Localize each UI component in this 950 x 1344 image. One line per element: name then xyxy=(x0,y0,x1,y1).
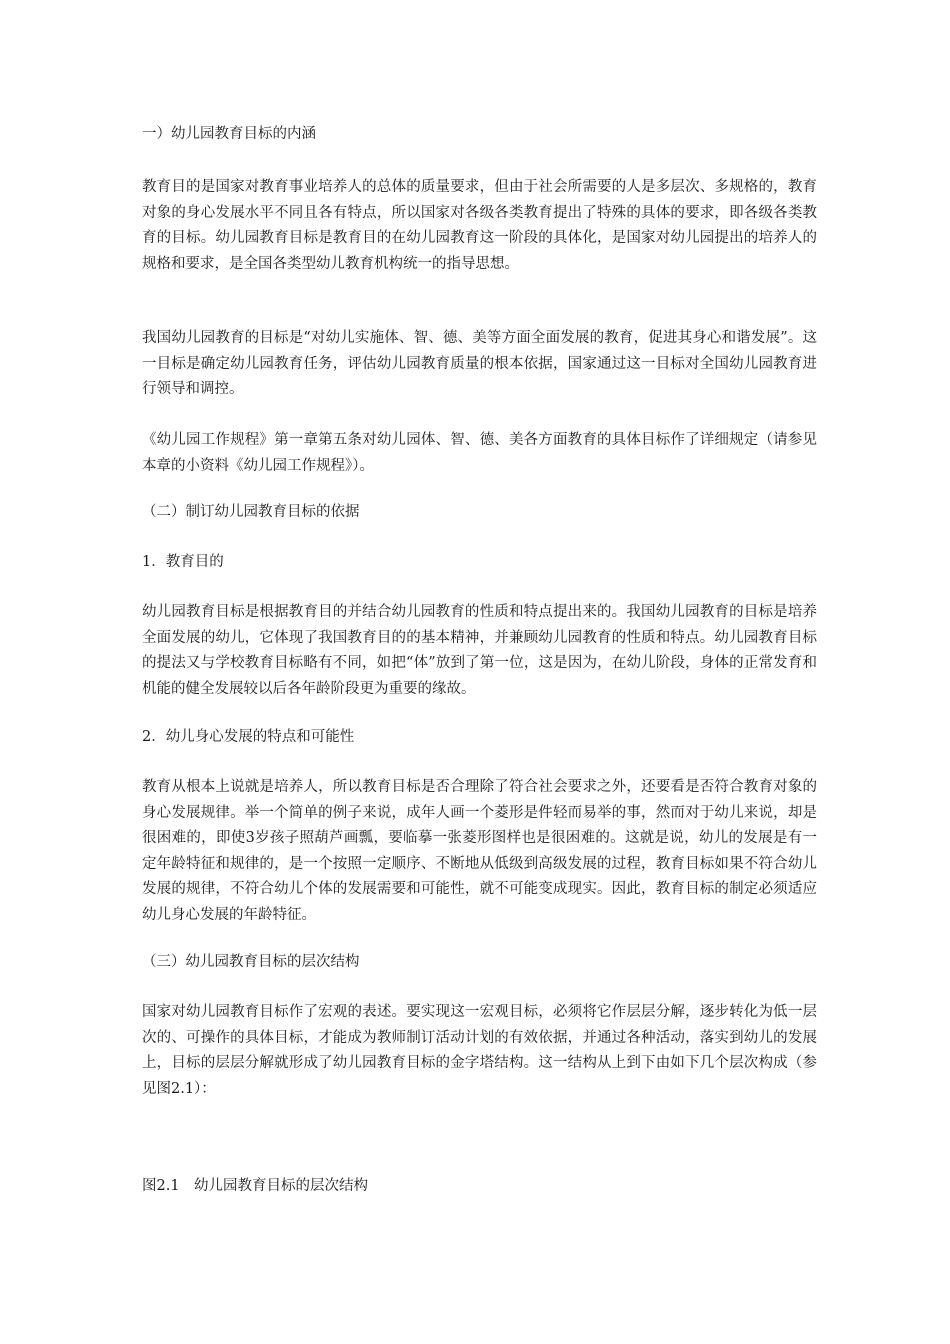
paragraph-5: 教育从根本上说就是培养人，所以教育目标是否合理除了符合社会要求之外，还要看是否符合教育对象的身心发展规律。举一个简单的例子来说，成年人画一个菱形是件轻而易举的事，然而对于幼儿来说，却是很困难的，即使3岁孩子照葫芦画瓢，要临摹一张菱形图样也是很困难的。这就是说，幼儿的发展是有一定年龄特征和规律的，是一个按照一定顺序、不断地从低级到高级发展的过程，教育目标如果不符合幼儿发展的规律，不符合幼儿个体的发展需要和可能性，就不可能变成现实。因此，教育目标的制定必须适应幼儿身心发展的年龄特征。 xyxy=(142,779,817,923)
paragraph-3: 《幼儿园工作规程》第一章第五条对幼儿园体、智、德、美各方面教育的具体目标作了详细规定（请参见本章的小资料《幼儿园工作规程》）。 xyxy=(142,432,817,474)
paragraph-6: 国家对幼儿园教育目标作了宏观的表述。要实现这一宏观目标，必须将它作层层分解，逐步转化为低一层次的、可操作的具体目标，才能成为教师制订活动计划的有效依据，并通过各种活动，落实到幼儿的发展上，目标的层层分解就形成了幼儿园教育目标的金字塔结构。这一结构从上到下由如下几个层次构成（参见图2.1）： xyxy=(142,1004,817,1097)
paragraph-2: 我国幼儿园教育的目标是“对幼儿实施体、智、德、美等方面全面发展的教育，促进其身心和谐发展”。这一目标是确定幼儿园教育任务，评估幼儿园教育质量的根本依据，国家通过这一目标对全国幼儿园教育进行领导和调控。 xyxy=(142,330,817,397)
paragraph-4: 幼儿园教育目标是根据教育目的并结合幼儿园教育的性质和特点提出来的。我国幼儿园教育的目标是培养全面发展的幼儿，它体现了我国教育目的的基本精神，并兼顾幼儿园教育的性质和特点。幼儿园教育目标的提法又与学校教育目标略有不同，如把“体”放到了第一位，这是因为，在幼儿阶段，身体的正常发育和机能的健全发展较以后各年龄阶段更为重要的缘故。 xyxy=(142,604,817,697)
figure-caption: 图2.1 幼儿园教育目标的层次结构 xyxy=(142,1178,369,1194)
section-heading-1: 一）幼儿园教育目标的内涵 xyxy=(142,126,316,142)
subsection-heading-1: 1．教育目的 xyxy=(142,554,224,570)
paragraph-1: 教育目的是国家对教育事业培养人的总体的质量要求，但由于社会所需要的人是多层次、多规格的，教育对象的身心发展水平不同且各有特点，所以国家对各级各类教育提出了特殊的具体的要求，即各级各类教育的目标。幼儿园教育目标是教育目的在幼儿园教育这一阶段的具体化，是国家对幼儿园提出的培养人的规格和要求，是全国各类型幼儿教育机构统一的指导思想。 xyxy=(142,179,817,272)
section-heading-3: （三）幼儿园教育目标的层次结构 xyxy=(142,954,360,970)
section-heading-2: （二）制订幼儿园教育目标的依据 xyxy=(142,504,360,520)
subsection-heading-2: 2．幼儿身心发展的特点和可能性 xyxy=(142,729,355,745)
